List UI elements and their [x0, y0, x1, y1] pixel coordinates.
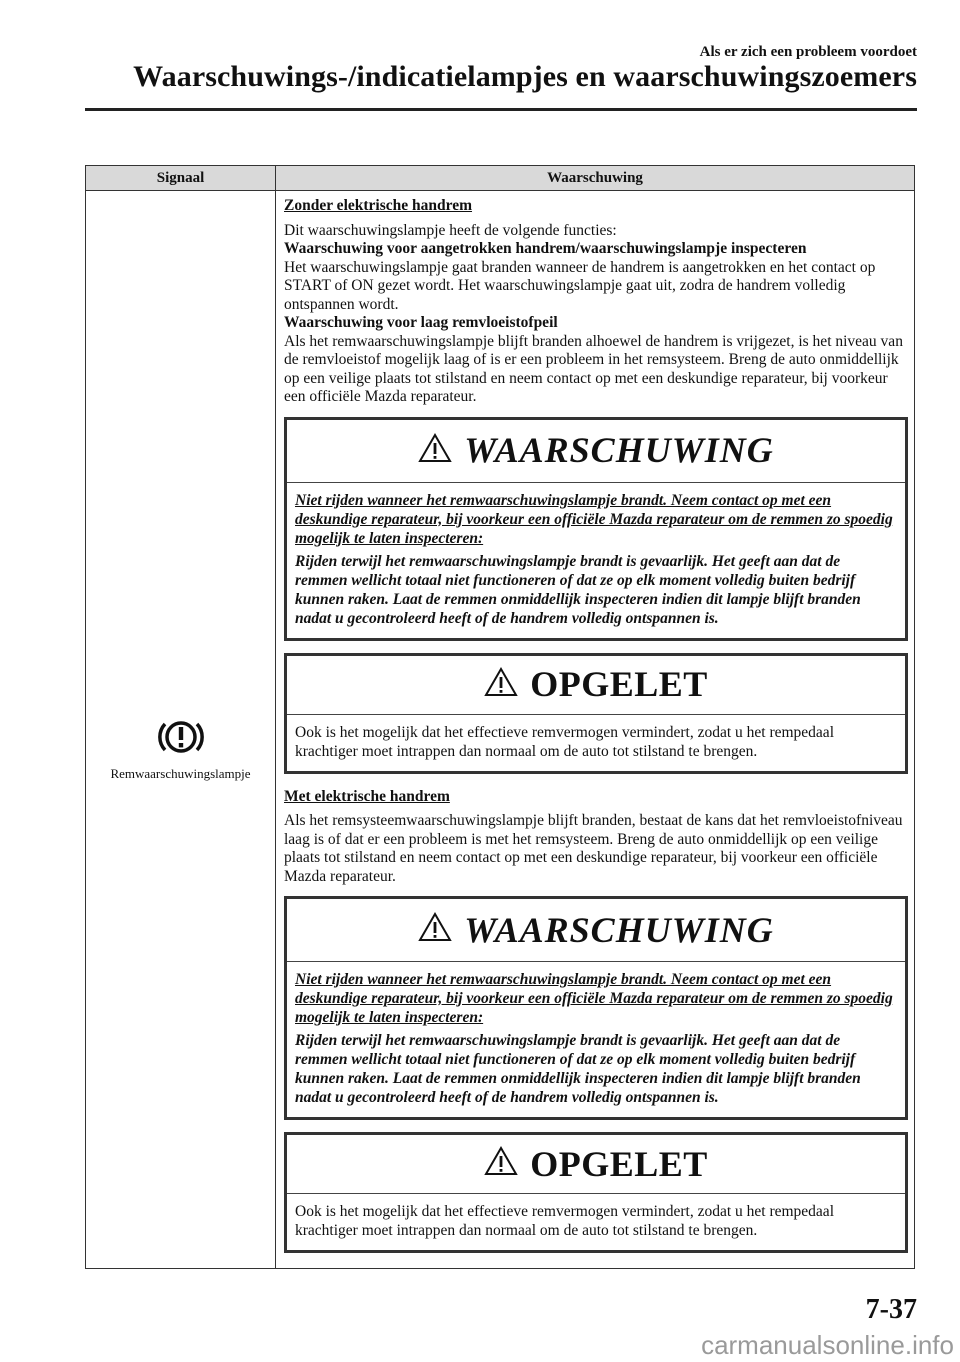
warning-text: Rijden terwijl het remwaarschuwingslampje brandt is gevaarlijk. Het geeft aan dat de remmen wellicht totaal niet functioneren of dat ze op elk moment volledig buiten bedrijf kunnen raken. Laat de remmen onmiddellijk inspecteren indien dit lampje blijft branden nadat u gecontroleerd heeft of de handrem volledig ontspannen is.	[295, 552, 861, 627]
caution-triangle-icon	[484, 667, 518, 703]
function-heading-2: Waarschuwing voor laag remvloeistofpeil	[284, 314, 558, 331]
function-text-1: Het waarschuwingslampje gaat branden wanneer de handrem is aangetrokken en het contact op START of ON gezet wordt. Het waarschuwingslampje gaat uit, zodra de handrem volledig ontspannen wordt.	[284, 258, 876, 313]
caution-title: OPGELET	[530, 664, 708, 705]
header-rule	[85, 108, 917, 111]
function-text-2: Als het remwaarschuwingslampje blijft branden alhoewel de handrem is vrijgezet, is het niveau van de remvloeistof mogelijk laag of is er een probleem in het remsysteem. Breng de auto onmiddellijk op een veilige plaats tot stilstand en neem contact op met een deskundige reparateur, bij voorkeur een officiële Mazda reparateur.	[284, 332, 903, 405]
caution-text: Ook is het mogelijk dat het effectieve remvermogen vermindert, zodat u het rempedaal krachtiger moet intrappen dan normaal om de auto tot stilstand te brengen.	[295, 723, 834, 760]
warning-box-body	[287, 483, 905, 638]
signal-label: Remwaarschuwingslampje	[110, 766, 251, 781]
warning-title: WAARSCHUWING	[464, 909, 774, 950]
warning-box-body	[287, 962, 905, 1117]
table-header-row	[86, 166, 915, 191]
caution-triangle-icon	[484, 1146, 518, 1182]
caution-box-header	[287, 1135, 905, 1194]
column-header-signal: Signaal	[86, 166, 276, 191]
caution-title: OPGELET	[530, 1143, 708, 1184]
caution-box-header	[287, 656, 905, 715]
caution-text: Ook is het mogelijk dat het effectieve remvermogen vermindert, zodat u het rempedaal krachtiger moet intrappen dan normaal om de auto tot stilstand te brengen.	[295, 1203, 834, 1239]
intro-text: Dit waarschuwingslampje heeft de volgende functies:	[284, 221, 617, 239]
function-heading-1: Waarschuwing voor aangetrokken handrem/waarschuwingslampje inspecteren	[284, 240, 807, 257]
electric-brake-text: Als het remsysteemwaarschuwingslampje blijft branden, bestaat de kans dat het remvloeistofniveau laag is of dat er een probleem is met het remsysteem. Breng de auto onmiddellijk op een veilige plaats tot stilstand en neem contact op met een deskundige reparateur, bij voorkeur een officiële Mazda reparateur.	[284, 812, 903, 885]
table-row	[86, 191, 915, 1269]
caution-box-body	[287, 715, 905, 771]
caution-box-2	[284, 1132, 908, 1253]
warning-triangle-icon	[418, 912, 452, 948]
warning-box-header	[287, 420, 905, 483]
page-title: Waarschuwings-/indicatielampjes en waarschuwingszoemers	[133, 60, 917, 93]
warning-box-1	[284, 417, 908, 641]
signal-cell	[86, 191, 276, 1269]
warning-triangle-icon	[418, 433, 452, 469]
warning-lead: Niet rijden wanneer het remwaarschuwingslampje brandt. Neem contact op met een deskundige reparateur, bij voorkeur een officiële Mazda reparateur om de remmen zo spoedig mogelijk te laten inspecteren:	[295, 491, 893, 547]
page-number: 7-37	[865, 1294, 917, 1325]
warning-text: Rijden terwijl het remwaarschuwingslampje brandt is gevaarlijk. Het geeft aan dat de remmen wellicht totaal niet functioneren of dat ze op elk moment volledig buiten bedrijf kunnen raken. Laat de remmen onmiddellijk inspecteren indien dit lampje blijft branden nadat u gecontroleerd heeft of de handrem volledig ontspannen is.	[295, 1032, 861, 1106]
warning-box-header	[287, 899, 905, 962]
section-title: Als er zich een probleem voordoet	[699, 44, 917, 60]
caution-box-1	[284, 653, 908, 774]
subheading-with-electric-parking-brake: Met elektrische handrem	[284, 787, 450, 805]
signal-warning-table	[85, 165, 915, 1269]
warning-cell	[276, 191, 915, 1269]
column-header-warning: Waarschuwing	[276, 166, 915, 191]
warning-box-2	[284, 896, 908, 1120]
brake-warning-lamp-icon	[155, 717, 207, 762]
warning-title: WAARSCHUWING	[464, 430, 774, 471]
subheading-without-electric-parking-brake: Zonder elektrische handrem	[284, 197, 473, 214]
caution-box-body	[287, 1194, 905, 1250]
watermark[interactable]: carmanualsonline.info	[701, 1330, 954, 1360]
warning-lead: Niet rijden wanneer het remwaarschuwingslampje brandt. Neem contact op met een deskundige reparateur, bij voorkeur een officiële Mazda reparateur om de remmen zo spoedig mogelijk te laten inspecteren:	[295, 971, 893, 1026]
